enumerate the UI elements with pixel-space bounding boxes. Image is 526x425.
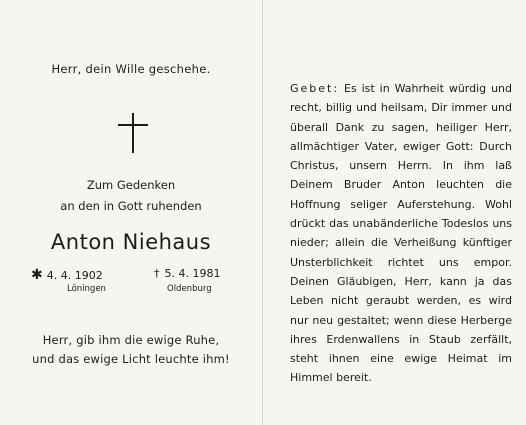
death-date: 5. 4. 1981 <box>164 267 221 280</box>
birth-date: 4. 4. 1902 <box>46 269 103 282</box>
birth-star-icon: ✱ <box>31 267 43 283</box>
prayer-text-block <box>290 79 512 388</box>
birth-date-row <box>31 267 103 283</box>
death-date-row <box>154 267 220 280</box>
left-panel <box>0 0 262 425</box>
prayer-body: Es ist in Wahrheit würdig und recht, billig und heilsam, Dir immer und überall Dank zu sagen, heiliger Herr, allmächtiger Vater, ewiger Gott: Durch Christus, unsern Herrn. In ihm laß Deinem Bruder Anton leuchten die Hoffnung seliger Auferstehung. Wohl drückt das unabänderliche Todeslos uns nieder; allein die Verheißung künftiger Unsterblichkeit richtet uns empor. Deinen Gläubigen, Herr, kann ja das Leben nicht geraubt werden, es wird nur neu gestaltet; wenn diese Herberge ihres Erdenwallens in Staub zerfällt, steht ihnen eine ewige Heimat im Himmel bereit. <box>290 82 513 385</box>
motto-text: Herr, dein Wille geschehe. <box>51 62 211 76</box>
prayer-label: Gebet: <box>290 82 340 95</box>
death-dagger-icon: † <box>154 267 160 280</box>
memorial-line-1: Zum Gedenken <box>86 178 176 192</box>
cross-icon <box>115 113 151 153</box>
closing-line-2: und das ewige Licht leuchte ihm! <box>32 352 230 366</box>
memorial-line-2: an den in Gott ruhenden <box>60 199 202 213</box>
birth-place: Löningen <box>67 284 106 294</box>
fold-line <box>262 0 263 425</box>
deceased-name: Anton Niehaus <box>50 230 212 254</box>
closing-line-1: Herr, gib ihm die ewige Ruhe, <box>42 333 220 347</box>
death-place: Oldenburg <box>167 284 212 294</box>
